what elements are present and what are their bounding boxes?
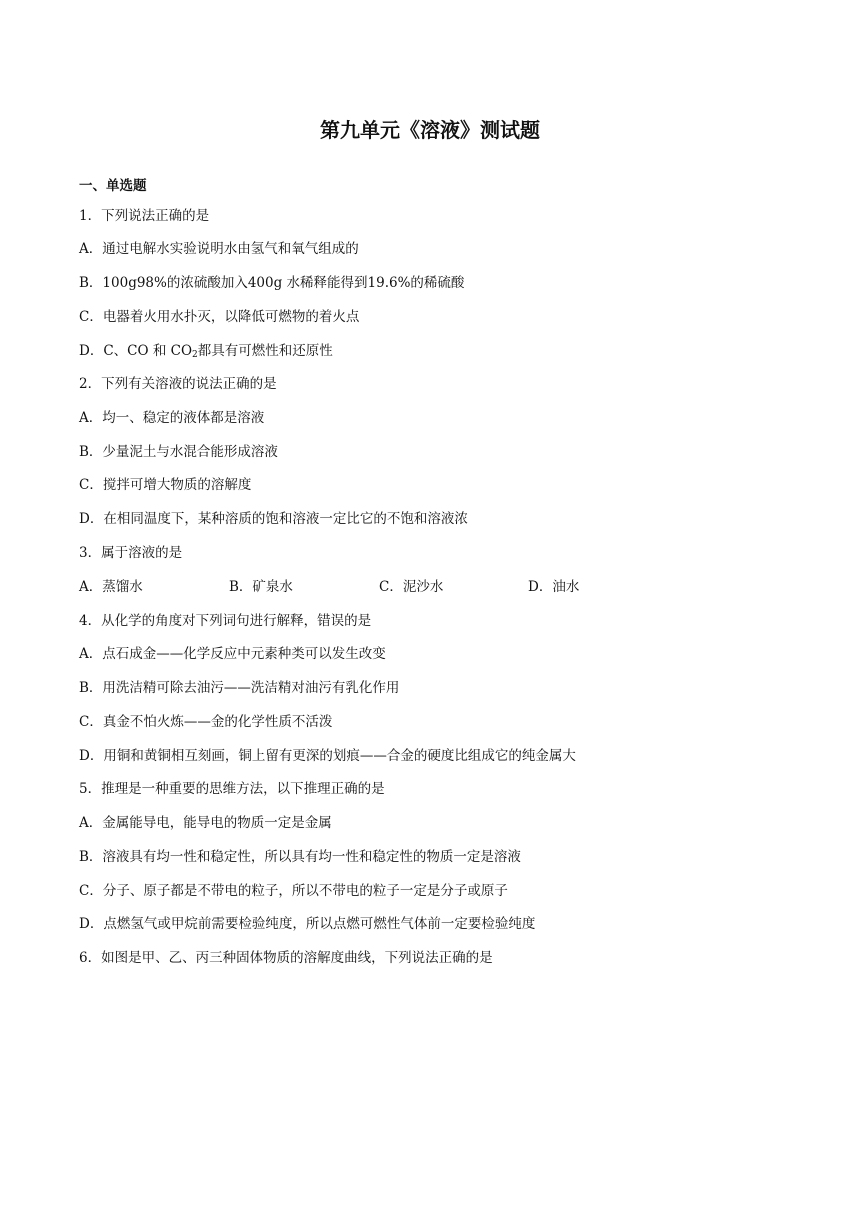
question-5-option-a: A．金属能导电，能导电的物质一定是金属 (79, 815, 332, 831)
question-4-option-b: B．用洗洁精可除去油污——洗洁精对油污有乳化作用 (79, 680, 400, 696)
question-4-option-a: A．点石成金——化学反应中元素种类可以发生改变 (79, 646, 386, 662)
question-5-option-c: C．分子、原子都是不带电的粒子，所以不带电的粒子一定是分子或原子 (79, 883, 508, 899)
question-3-option-d: D．油水 (528, 579, 580, 595)
option-d-text-end: 都具有可燃性和还原性 (197, 343, 333, 359)
question-2-option-d: D．在相同温度下，某种溶质的饱和溶液一定比它的不饱和溶液浓 (79, 511, 468, 527)
option-d-text-start: D．C、CO 和 CO (79, 343, 193, 359)
question-5-option-b: B．溶液具有均一性和稳定性，所以具有均一性和稳定性的物质一定是溶液 (79, 849, 521, 865)
question-4-option-c: C．真金不怕火炼——金的化学性质不活泼 (79, 714, 333, 730)
subscript-2: 2 (192, 350, 198, 360)
question-3-option-b: B．矿泉水 (229, 579, 293, 595)
question-3-option-c: C．泥沙水 (379, 579, 444, 595)
section-heading: 一、单选题 (79, 178, 147, 194)
question-2-stem: 2．下列有关溶液的说法正确的是 (79, 376, 277, 392)
question-1-option-a: A．通过电解水实验说明水由氢气和氧气组成的 (79, 241, 359, 257)
question-2-option-b: B．少量泥土与水混合能形成溶液 (79, 444, 278, 460)
question-2-option-a: A．均一、稳定的液体都是溶液 (79, 410, 265, 426)
page-title: 第九单元《溶液》测试题 (320, 118, 540, 142)
question-5-stem: 5．推理是一种重要的思维方法，以下推理正确的是 (79, 781, 385, 797)
question-1-stem: 1．下列说法正确的是 (79, 208, 210, 224)
question-4-option-d: D．用铜和黄铜相互刻画，铜上留有更深的划痕——合金的硬度比组成它的纯金属大 (79, 748, 576, 764)
question-2-option-c: C．搅拌可增大物质的溶解度 (79, 477, 252, 493)
question-3-stem: 3．属于溶液的是 (79, 545, 183, 561)
question-6-stem: 6．如图是甲、乙、丙三种固体物质的溶解度曲线，下列说法正确的是 (79, 950, 493, 966)
question-1-option-d (79, 339, 333, 360)
question-5-option-d: D．点燃氢气或甲烷前需要检验纯度，所以点燃可燃性气体前一定要检验纯度 (79, 916, 536, 932)
question-4-stem: 4．从化学的角度对下列词句进行解释，错误的是 (79, 613, 372, 629)
question-1-option-b: B．100g98%的浓硫酸加入400g 水稀释能得到19.6%的稀硫酸 (79, 275, 465, 291)
question-1-option-c: C．电器着火用水扑灭，以降低可燃物的着火点 (79, 309, 360, 325)
question-3-option-a: A．蒸馏水 (79, 579, 143, 595)
